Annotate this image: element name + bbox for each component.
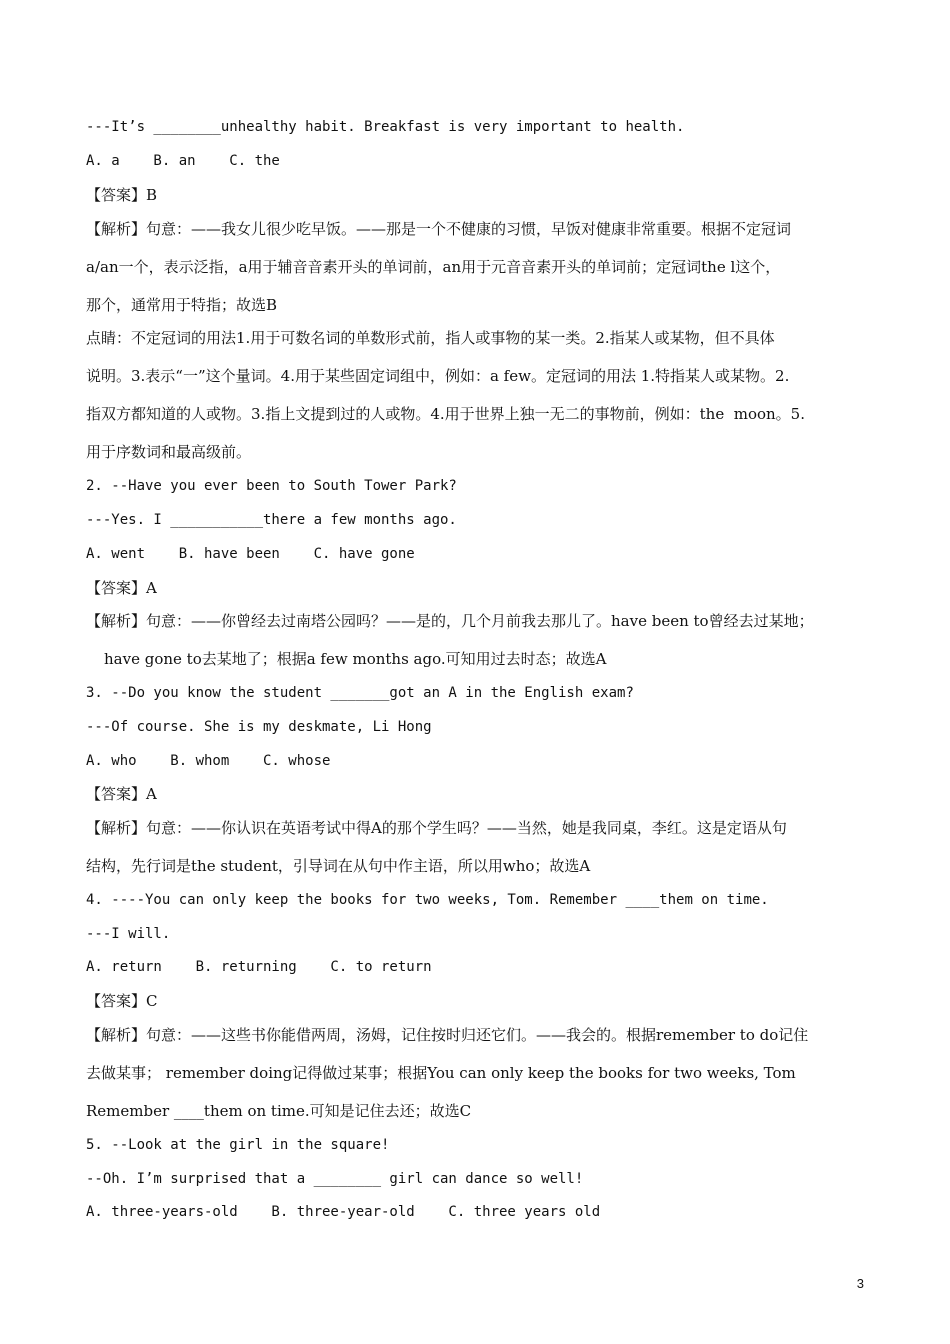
question-5-reply: --Oh. I’m surprised that a ________ girl can dance so well! xyxy=(86,1171,584,1187)
question-5-options: A. three-years-old B. three-year-old C. three years old xyxy=(86,1204,601,1220)
question-4-options: A. return B. returning C. to return xyxy=(86,959,432,975)
question-3-reply: ---Of course. She is my deskmate, Li Hong xyxy=(86,719,432,735)
question-1-analysis-line-3: 那个，通常用于特指；故选B xyxy=(86,296,278,314)
question-1-note-line-1: 点睛：不定冠词的用法1.用于可数名词的单数形式前，指人或事物的某一类。2.指某人或某物，但不具体 xyxy=(86,329,775,347)
question-4-reply: ---I will. xyxy=(86,926,171,942)
question-1-answer: 【答案】B xyxy=(86,186,158,204)
question-5-prompt: 5. --Look at the girl in the square! xyxy=(86,1137,390,1153)
question-1-analysis-line-2: a/an一个，表示泛指，a用于辅音音素开头的单词前，an用于元音音素开头的单词前；定冠词the l这个， xyxy=(86,258,781,276)
question-1-note-line-4: 用于序数词和最高级前。 xyxy=(86,443,252,461)
question-3-options: A. who B. whom C. whose xyxy=(86,753,331,769)
question-1-note-line-3: 指双方都知道的人或物。3.指上文提到过的人或物。4.用于世界上独一无二的事物前，例如：the moon。5. xyxy=(86,405,805,423)
question-1-analysis-line-1: 【解析】句意：——我女儿很少吃早饭。——那是一个不健康的习惯，早饭对健康非常重要。根据不定冠词 xyxy=(86,220,792,238)
question-4-analysis-line-3: Remember ____them on time.可知是记住去还；故选C xyxy=(86,1102,472,1120)
question-2-answer: 【答案】A xyxy=(86,579,157,597)
question-1-note-line-2: 说明。3.表示“一”这个量词。4.用于某些固定词组中，例如：a few。定冠词的用法 1.特指某人或某物。2. xyxy=(86,367,790,385)
question-3-analysis-line-1: 【解析】句意：——你认识在英语考试中得A的那个学生吗？——当然，她是我同桌，李红。这是定语从句 xyxy=(86,819,787,837)
question-2-analysis-line-1: 【解析】句意：——你曾经去过南塔公园吗？——是的，几个月前我去那儿了。have been to曾经去过某地； xyxy=(86,612,814,630)
question-4-analysis-line-2: 去做某事； remember doing记得做过某事；根据You can only keep the books for two weeks, Tom xyxy=(86,1064,796,1082)
question-2-reply: ---Yes. I ___________there a few months ago. xyxy=(86,512,457,528)
page-number: 3 xyxy=(856,1276,864,1291)
question-4-analysis-line-1: 【解析】句意：——这些书你能借两周，汤姆，记住按时归还它们。——我会的。根据remember to do记住 xyxy=(86,1026,809,1044)
question-4-answer: 【答案】C xyxy=(86,992,158,1010)
question-3-prompt: 3. --Do you know the student _______got an A in the English exam? xyxy=(86,685,634,701)
question-2-prompt: 2. --Have you ever been to South Tower Park? xyxy=(86,478,457,494)
question-3-answer: 【答案】A xyxy=(86,785,157,803)
question-2-analysis-line-2: have gone to去某地了；根据a few months ago.可知用过去时态；故选A xyxy=(104,650,607,668)
question-1-answer-prompt: ---It’s ________unhealthy habit. Breakfast is very important to health. xyxy=(86,119,685,135)
question-3-analysis-line-2: 结构，先行词是the student，引导词在从句中作主语，所以用who；故选A xyxy=(86,857,591,875)
question-2-options: A. went B. have been C. have gone xyxy=(86,546,415,562)
question-4-prompt: 4. ----You can only keep the books for two weeks, Tom. Remember ____them on time. xyxy=(86,892,769,908)
question-1-options: A. a B. an C. the xyxy=(86,153,280,169)
